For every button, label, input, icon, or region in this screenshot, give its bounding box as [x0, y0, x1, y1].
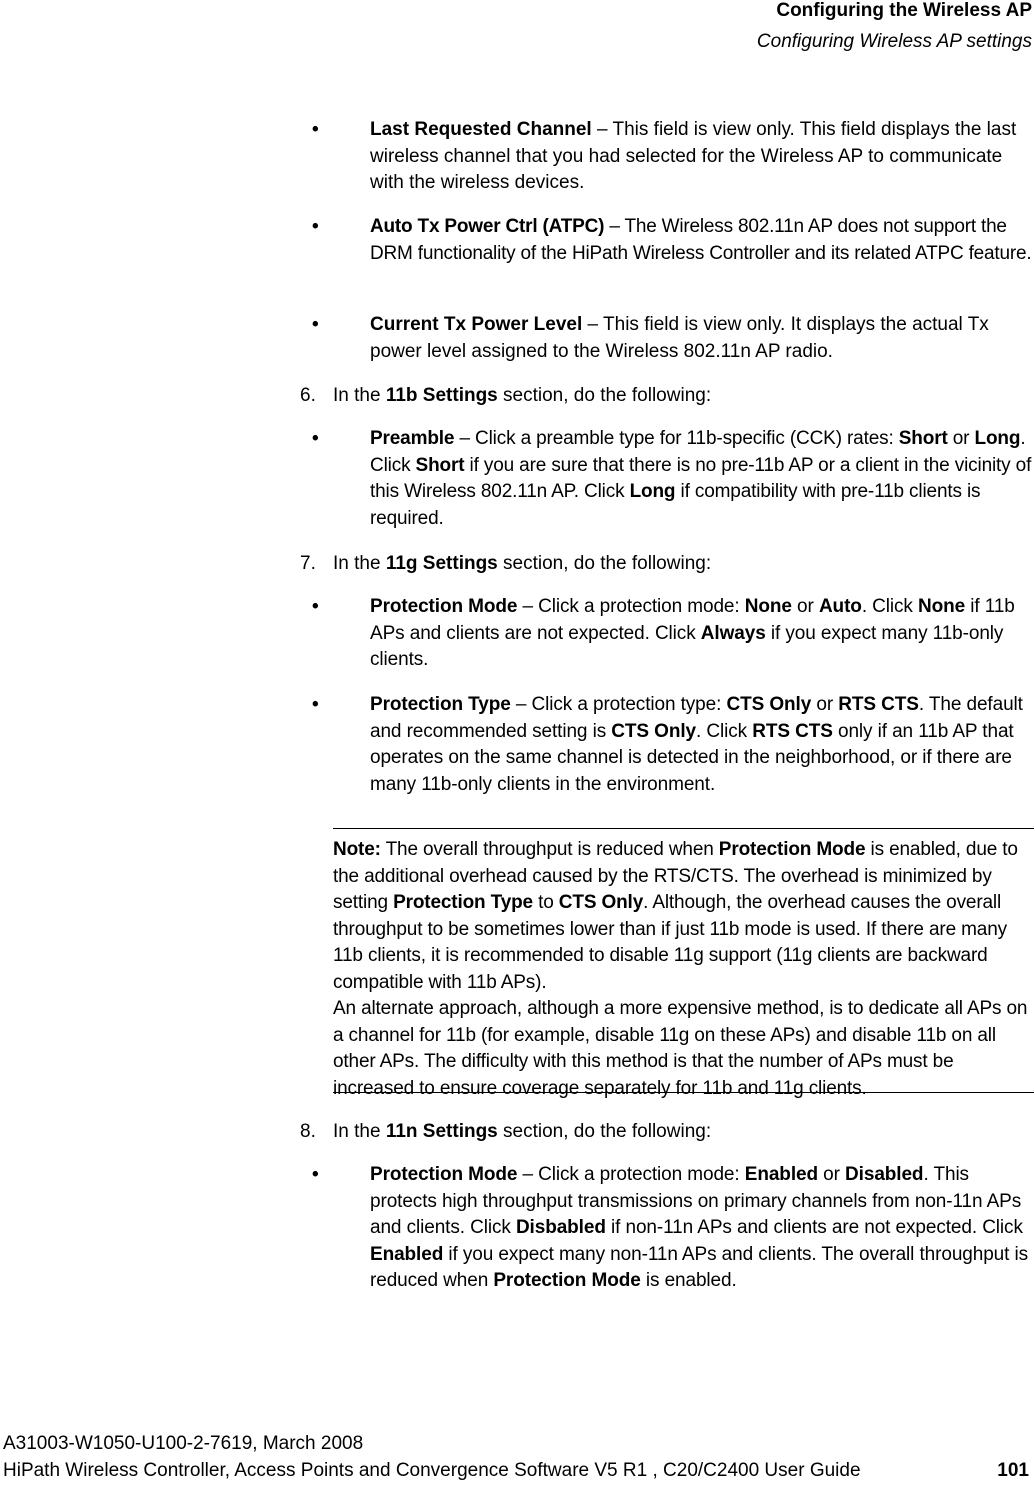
bullet-text: . Click — [696, 720, 753, 742]
note-text: The overall throughput is reduced when — [380, 839, 719, 860]
term-protection-mode: Protection Mode — [493, 1270, 641, 1291]
step-text: section, do the following: — [497, 553, 712, 574]
note-text: to — [532, 892, 559, 913]
term-atpc: Auto Tx Power Ctrl (ATPC) — [370, 216, 605, 237]
bullet-symbol: • — [312, 216, 319, 237]
bullet-text: or — [817, 1164, 846, 1185]
bullet-text: is enabled. — [640, 1270, 737, 1291]
running-header-title: Configuring the Wireless AP — [776, 0, 1032, 21]
option-none: None — [918, 596, 966, 617]
section-11n-settings: 11n Settings — [385, 1121, 498, 1142]
term-preamble: Preamble — [370, 428, 455, 449]
bullet-current-tx-power-level — [312, 312, 1032, 365]
bullet-symbol: • — [312, 1164, 319, 1185]
bullet-last-requested-channel — [312, 117, 1032, 197]
term-last-requested-channel: Last Requested Channel — [370, 119, 592, 140]
option-cts-only: CTS Only — [611, 720, 696, 742]
note-paragraph-1 — [333, 837, 1034, 996]
option-enabled: Enabled — [370, 1243, 444, 1265]
note-text: . Although, the overhead causes the overall throughput to be sometimes lower than if just 11b mode is used. If there are many 11b clients, it is recommended to disable 11g support (11g clients are backward compatible with 11b APs). — [333, 892, 1007, 993]
step-number: 8. — [300, 1121, 316, 1142]
running-header-subtitle: Configuring Wireless AP settings — [756, 31, 1032, 52]
step-8 — [300, 1119, 1030, 1146]
bullet-text: if non-11n APs and clients are not expected. Click — [605, 1217, 1023, 1238]
step-text: In the — [333, 1121, 386, 1142]
bullet-text: if you expect many non-11n APs and clients. The overall throughput is reduced when — [370, 1243, 1029, 1291]
footer-doc-title: HiPath Wireless Controller, Access Points and Convergence Software V5 R1 , C20/C2400 User Guide — [3, 1460, 861, 1481]
bullet-symbol: • — [312, 119, 319, 140]
option-disbabled: Disbabled — [515, 1217, 606, 1238]
note-label: Note: — [333, 839, 381, 860]
note-top-rule — [333, 828, 1034, 829]
section-11b-settings: 11b Settings — [385, 385, 498, 406]
bullet-text: – Click a preamble type for 11b-specific (CCK) rates: — [454, 428, 899, 449]
term-protection-mode: Protection Mode — [370, 596, 518, 617]
bullet-text: – This field is view only. It displays the actual Tx power level assigned to the Wireless 802.11n AP radio. — [370, 314, 989, 362]
step-number: 7. — [300, 553, 316, 574]
bullet-text: – Click a protection type: — [510, 694, 727, 715]
bullet-text: if compatibility with pre-11b clients is required. — [370, 481, 981, 529]
bullet-text: or — [811, 694, 839, 715]
bullet-text: if you expect many 11b-only clients. — [370, 622, 1004, 670]
footer-doc-id: A31003-W1050-U100-2-7619, March 2008 — [3, 1433, 364, 1454]
step-text: In the — [333, 385, 386, 406]
step-text: section, do the following: — [497, 1121, 712, 1142]
bullet-symbol: • — [312, 428, 319, 449]
term-current-tx-power-level: Current Tx Power Level — [370, 314, 583, 335]
bullet-text: or — [791, 596, 819, 617]
option-rts-cts: RTS CTS — [752, 720, 833, 742]
term-protection-type: Protection Type — [370, 694, 511, 715]
bullet-protection-type — [312, 692, 1032, 798]
step-number: 6. — [300, 385, 316, 406]
note-paragraph-2: An alternate approach, although a more expensive method, is to dedicate all APs on a channel for 11b (for example, disable 11g on these APs) and disable 11b on all other APs. The difficulty with this method is that the number of APs must be increased to ensure coverage separately for 11b and 11g clients. — [333, 998, 1028, 1099]
bullet-text: . Click — [370, 428, 1026, 476]
bullet-preamble — [312, 426, 1032, 532]
step-6 — [300, 383, 1030, 410]
option-rts-cts: RTS CTS — [838, 694, 919, 715]
bullet-symbol: • — [312, 694, 319, 715]
option-none: None — [744, 596, 792, 617]
page-number: 101 — [997, 1460, 1029, 1481]
bullet-text: – Click a protection mode: — [517, 1164, 745, 1185]
bullet-text: if 11b APs and clients are not expected. Click — [370, 596, 1015, 644]
option-disabled: Disabled — [845, 1164, 924, 1185]
note-text: is enabled, due to the additional overhead caused by the RTS/CTS. The overhead is minimized by setting — [333, 839, 1018, 913]
bullet-text: if you are sure that there is no pre-11b AP or a client in the vicinity of this Wireless 802.11n AP. Click — [370, 454, 1032, 502]
bullet-text: or — [947, 428, 975, 449]
note-term-protection-type: Protection Type — [393, 892, 533, 913]
bullet-symbol: • — [312, 596, 319, 617]
section-11g-settings: 11g Settings — [385, 553, 498, 574]
term-protection-mode: Protection Mode — [370, 1164, 518, 1185]
bullet-protection-mode-11g — [312, 594, 1032, 674]
option-short: Short — [898, 428, 948, 449]
bullet-text: only if an 11b AP that operates on the same channel is detected in the neighborhood, or if there are many 11b-only clients in the environment. — [370, 720, 1014, 795]
bullet-text: – This field is view only. This field displays the last wireless channel that you had selected for the Wireless AP to communicate with the wireless devices. — [370, 119, 1017, 193]
bullet-text: – Click a protection mode: — [517, 596, 745, 617]
option-short: Short — [415, 454, 465, 476]
bullet-protection-mode-11n — [312, 1162, 1032, 1295]
step-7 — [300, 551, 1030, 578]
note-bottom-rule — [333, 1092, 1034, 1093]
bullet-symbol: • — [312, 314, 319, 335]
option-cts-only: CTS Only — [726, 694, 812, 715]
note — [333, 837, 1034, 1102]
step-text: In the — [333, 553, 386, 574]
bullet-text: . The default and recommended setting is — [370, 694, 1023, 742]
option-long: Long — [629, 481, 676, 502]
bullet-auto-tx-power-ctrl — [312, 214, 1032, 267]
bullet-text: – The Wireless 802.11n AP does not support the DRM functionality of the HiPath Wireless Controller and its related ATPC feature. — [370, 216, 1032, 264]
note-term-cts-only: CTS Only — [558, 892, 644, 913]
option-enabled: Enabled — [744, 1164, 818, 1185]
bullet-text: . This protects high throughput transmissions on primary channels from non-11n APs and clients. Click — [370, 1164, 1022, 1238]
note-term-protection-mode: Protection Mode — [718, 839, 866, 860]
bullet-text: . Click — [861, 596, 919, 617]
option-always: Always — [700, 622, 766, 644]
step-text: section, do the following: — [497, 385, 712, 406]
option-long: Long — [974, 428, 1021, 449]
option-auto: Auto — [818, 596, 862, 617]
